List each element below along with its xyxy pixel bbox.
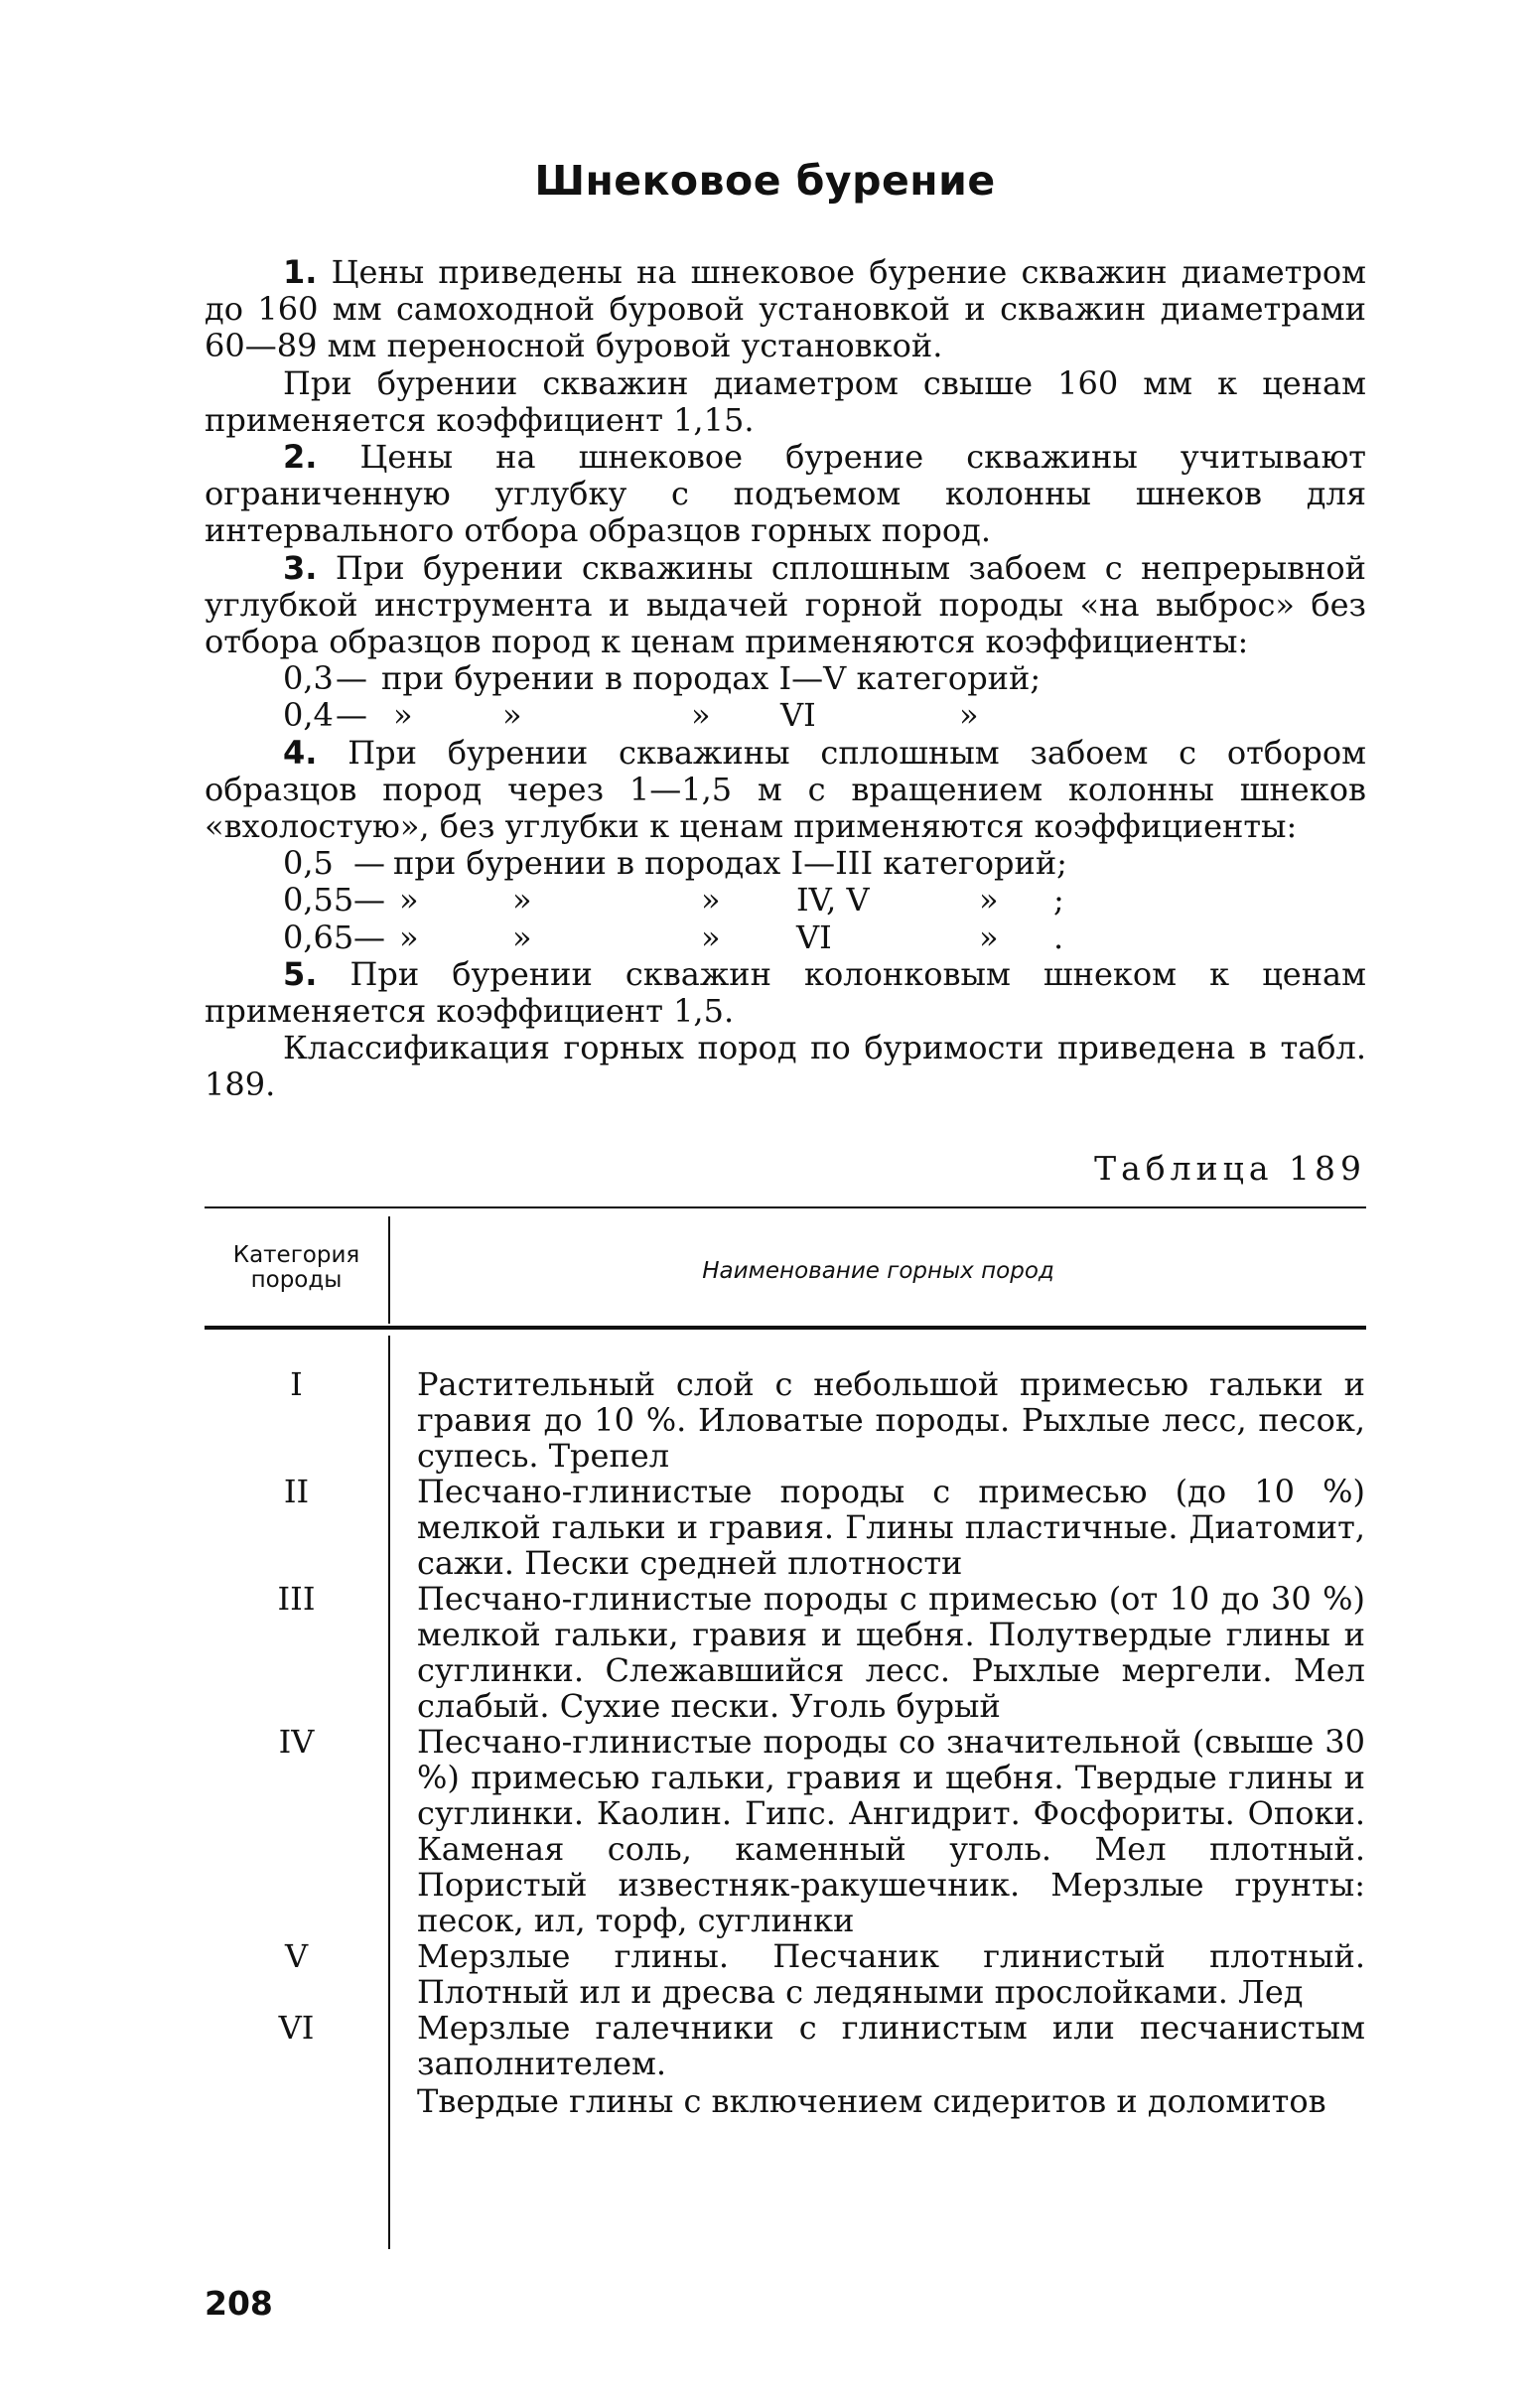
table-cell-description: Песчано-глинистые породы с примесью (от 10 до 30 %) мелкой гальки, гравия и щебня. Полутвердые глины и суглинки. Слежавшийся лесс. Рыхлые мергели. Мел слабый. Сухие пески. Уголь бурый [417,1580,1365,1725]
table-cell-category: V [284,1937,309,1975]
coefficient-line [205,882,1366,919]
coefficient-value: 0,4 [283,696,334,735]
paragraph-number: 5. [283,954,318,993]
text-body [205,254,1366,1104]
coefficient-text: при бурении в породах I—III категорий; [393,844,1067,883]
coefficient-dash: — [353,918,385,956]
paragraph-text: При бурении скважин колонковым шнеком к ценам применяется коэффициент 1,5. [205,954,1366,1030]
coefficient-line [205,845,1366,882]
paragraph-4 [205,735,1366,846]
table-cell-category: III [277,1580,316,1618]
table-cell-description: Мерзлые глины. Песчаник глинистый плотный. Плотный ил и дресва с ледяными прослойками. Лед [417,1937,1365,2011]
table-top-rule [205,1206,1366,1208]
ditto-mark: » [399,881,419,920]
paragraph-text: При бурении скважины сплошным забоем с отбором образцов пород через 1—1,5 м с вращением колонны шнеков «вхолостую», без углубки к ценам применяются коэффициенты: [205,733,1367,846]
header-line: породы [250,1267,343,1293]
ditto-mark: » [691,696,711,735]
ditto-mark: » [502,696,522,735]
table-header-rule [205,1326,1366,1330]
table-header-name: Наименование горных пород [702,1258,1054,1284]
paragraph-number: 3. [283,548,318,587]
category-value: IV, V [796,881,870,920]
coefficient-dash: — [353,844,385,883]
paragraph-number: 1. [283,253,318,291]
line-end-mark: ; [1053,881,1064,920]
paragraph-1 [205,254,1366,365]
ditto-mark: » [979,918,999,956]
ditto-mark: » [959,696,979,735]
ditto-mark: » [393,696,413,735]
paragraph-text: Цены приведены на шнековое бурение скважин диаметром до 160 мм самоходной буровой установкой и скважин диаметрами 60—89 мм переносной буровой установкой. [205,253,1367,365]
coefficient-dash: — [336,696,367,735]
table-cell-category: II [283,1473,310,1510]
paragraph-text: Цены на шнековое бурение скважины учитывают ограниченную углубку с подъемом колонны шнеков для интервального отбора образцов горных пород. [205,438,1367,550]
table-cell-description: Твердые глины с включением сидеритов и доломитов [417,2082,1326,2120]
table-cell-description: Мерзлые галечники с глинистым или песчанистым заполнителем. [417,2009,1365,2082]
coefficient-value: 0,3 [283,659,334,698]
paragraph-6: Классификация горных пород по буримости приведена в табл. 189. [205,1029,1366,1104]
coefficient-value: 0,5 [283,844,334,883]
coefficient-line [205,660,1366,697]
header-line: Категория [232,1242,360,1268]
ditto-mark: » [399,918,419,956]
table-header-category [205,1243,388,1293]
table-cell-description: Песчано-глинистые породы с примесью (до 10 %) мелкой гальки и гравия. Глины пластичные. Диатомит, сажи. Пески средней плотности [417,1473,1365,1582]
ditto-mark: » [701,881,721,920]
coefficient-value: 0,55 [283,881,354,920]
category-value: VI [796,918,832,956]
table-cell-category: IV [278,1723,315,1761]
coefficient-line [205,920,1366,956]
table-caption: Таблица 189 [1094,1149,1366,1188]
paragraph-number: 2. [283,438,318,477]
page-number: 208 [205,2284,273,2323]
paragraph-5 [205,956,1366,1030]
line-end-mark: . [1053,918,1064,956]
coefficient-value: 0,65 [283,918,354,956]
ditto-mark: » [979,881,999,920]
table-column-divider [388,1336,390,2249]
ditto-mark: » [512,918,532,956]
table-cell-description: Растительный слой с небольшой примесью гальки и гравия до 10 %. Иловатые породы. Рыхлые лесс, песок, супесь. Трепел [417,1365,1365,1475]
coefficient-line [205,697,1366,734]
ditto-mark: » [701,918,721,956]
paragraph-text: При бурении скважины сплошным забоем с непрерывной углубкой инструмента и выдачей горной породы «на выброс» без отбора образцов пород к ценам применяются коэффициенты: [205,548,1367,661]
section-title: Шнековое бурение [534,157,996,205]
paragraph-2 [205,439,1366,550]
paragraph-3 [205,550,1366,661]
coefficient-dash: — [353,881,385,920]
coefficient-text: при бурении в породах I—V категорий; [381,659,1042,698]
table-cell-category: VI [278,2009,315,2047]
ditto-mark: » [512,881,532,920]
coefficient-dash: — [336,659,367,698]
paragraph-1b: При бурении скважин диаметром свыше 160 мм к ценам применяется коэффициент 1,15. [205,363,1366,439]
category-value: VI [780,696,816,735]
table-cell-description: Песчано-глинистые породы со значительной (свыше 30 %) примесью гальки, гравия и щебня. Твердые глины и суглинки. Каолин. Гипс. Ангидрит. Фосфориты. Опоки. Каменая соль, каменный уголь. Мел плотный. Пористый известняк-ракушечник. Мерзлые грунты: песок, ил, торф, суглинки [417,1723,1365,1939]
paragraph-number: 4. [283,733,318,772]
table-cell-category: I [290,1365,303,1403]
